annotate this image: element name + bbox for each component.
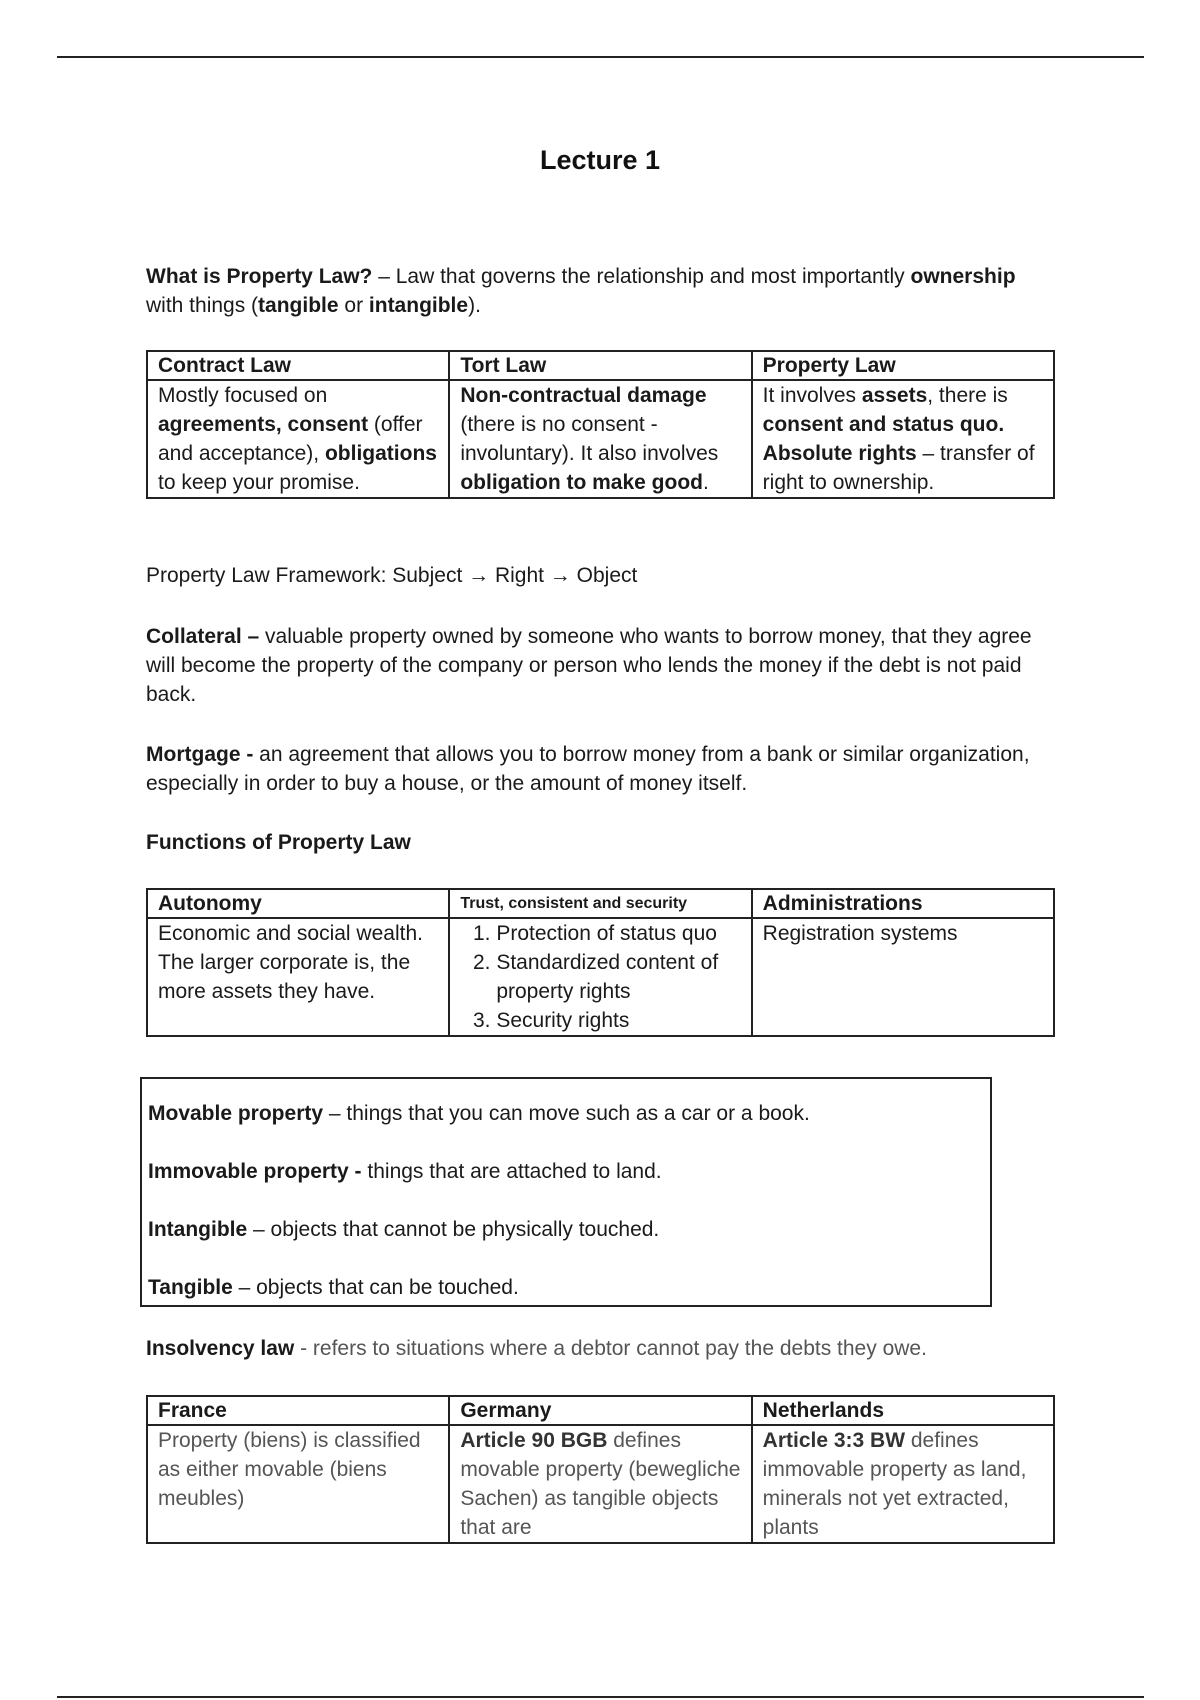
header-netherlands: Netherlands xyxy=(752,1396,1054,1425)
header-germany: Germany xyxy=(449,1396,751,1425)
definition-immovable xyxy=(148,1157,990,1186)
mortgage-text: an agreement that allows you to borrow money from a bank or similar organization, especially in order to buy a house, or the amount of money itself. xyxy=(146,743,1030,795)
definition-tangible xyxy=(148,1273,990,1302)
collateral-definition xyxy=(146,622,1046,709)
tort-bold-2: obligation to make good xyxy=(460,471,703,494)
intro-text-1: Law that governs the relationship and most importantly xyxy=(395,265,911,288)
property-bold-3: Absolute rights xyxy=(762,442,917,465)
cell-contract-law xyxy=(147,380,449,498)
collateral-text: valuable property owned by someone who wants to borrow money, that they agree will become the property of the company or person who lends the money if the debt is not paid back. xyxy=(146,625,1032,706)
country-comparison-table xyxy=(146,1395,1055,1544)
property-types-box xyxy=(140,1077,992,1307)
list-item: 2. Standardized content of property rights xyxy=(496,948,740,1006)
intro-bold-ownership: ownership xyxy=(910,265,1016,288)
germany-text: defines movable property (bewegliche Sachen) as tangible objects that are xyxy=(460,1429,741,1539)
header-trust: Trust, consistent and security xyxy=(449,889,751,918)
netherlands-article: Article 3:3 BW xyxy=(762,1429,906,1452)
contract-text-2: (offer and acceptance), xyxy=(158,413,423,465)
bottom-rule xyxy=(57,1696,1144,1698)
germany-article: Article 90 BGB xyxy=(460,1429,608,1452)
header-france: France xyxy=(147,1396,449,1425)
table-row xyxy=(147,1425,1054,1543)
property-bold-1: assets xyxy=(861,384,928,407)
tort-text-1: (there is no consent - involuntary). It also involves xyxy=(460,413,719,465)
contract-bold-2: obligations xyxy=(324,442,437,465)
definition-intangible xyxy=(148,1215,990,1244)
contract-bold-1: agreements, consent xyxy=(158,413,369,436)
table-header-row xyxy=(147,1396,1054,1425)
contract-text-3: to keep your promise. xyxy=(158,471,360,494)
table-row xyxy=(147,380,1054,498)
definition-movable xyxy=(148,1099,990,1128)
insolvency-term: Insolvency law xyxy=(146,1337,295,1360)
definition-term: Movable property xyxy=(148,1102,324,1125)
top-rule xyxy=(57,56,1144,58)
header-contract-law: Contract Law xyxy=(147,351,449,380)
intro-term: What is Property Law? xyxy=(146,265,373,288)
table-row xyxy=(147,918,1054,1036)
page-title: Lecture 1 xyxy=(539,145,661,175)
header-autonomy: Autonomy xyxy=(147,889,449,918)
insolvency-definition xyxy=(146,1334,1046,1363)
intro-bold-tangible: tangible xyxy=(258,294,339,317)
mortgage-term: Mortgage - xyxy=(146,743,254,766)
list-item: 3. Security rights xyxy=(496,1006,740,1035)
insolvency-text: - refers to situations where a debtor cannot pay the debts they owe. xyxy=(294,1337,927,1360)
law-comparison-table xyxy=(146,350,1055,499)
definition-term: Tangible xyxy=(148,1276,233,1299)
intro-text-2: with things ( xyxy=(146,294,259,317)
cell-germany xyxy=(449,1425,751,1543)
cell-trust xyxy=(449,918,751,1036)
property-text-4: – transfer of right to ownership. xyxy=(762,442,1035,494)
definition-term: Immovable property - xyxy=(148,1160,362,1183)
netherlands-text: defines immovable property as land, minerals not yet extracted, plants xyxy=(762,1429,1027,1539)
intro-text-3: or xyxy=(338,294,369,317)
header-property-law: Property Law xyxy=(752,351,1054,380)
tort-text-2: . xyxy=(703,471,709,494)
mortgage-definition xyxy=(146,740,1046,798)
functions-table xyxy=(146,888,1055,1037)
cell-netherlands xyxy=(752,1425,1054,1543)
intro-bold-intangible: intangible xyxy=(368,294,469,317)
header-tort-law: Tort Law xyxy=(449,351,751,380)
property-bold-2: consent and status quo. xyxy=(762,413,1005,436)
cell-france: Property (biens) is classified as either movable (biens meubles) xyxy=(147,1425,449,1543)
tort-bold-1: Non-contractual damage xyxy=(460,384,707,407)
table-header-row xyxy=(147,351,1054,380)
cell-tort-law xyxy=(449,380,751,498)
definition-text: – objects that cannot be physically touched. xyxy=(247,1218,660,1241)
definition-text: – things that you can move such as a car or a book. xyxy=(323,1102,810,1125)
cell-autonomy: Economic and social wealth. The larger corporate is, the more assets they have. xyxy=(147,918,449,1036)
functions-heading xyxy=(146,828,1046,857)
contract-text-1: Mostly focused on xyxy=(158,384,328,407)
list-item: 1. Protection of status quo xyxy=(496,919,740,948)
trust-list xyxy=(460,919,740,1035)
intro-text-4: ). xyxy=(468,294,481,317)
cell-administrations: Registration systems xyxy=(752,918,1054,1036)
definition-text: things that are attached to land. xyxy=(361,1160,662,1183)
definition-text: – objects that can be touched. xyxy=(232,1276,519,1299)
definition-term: Intangible xyxy=(148,1218,248,1241)
header-administrations: Administrations xyxy=(752,889,1054,918)
table-header-row xyxy=(147,889,1054,918)
collateral-term: Collateral – xyxy=(146,625,260,648)
cell-property-law xyxy=(752,380,1054,498)
property-text-2: , there is xyxy=(927,384,1008,407)
intro-sep: – xyxy=(372,265,396,288)
intro-paragraph xyxy=(146,262,1046,320)
functions-heading-text: Functions of Property Law xyxy=(146,831,411,854)
framework-line: Property Law Framework: Subject → Right → Object xyxy=(146,564,638,587)
property-text-1: It involves xyxy=(762,384,862,407)
